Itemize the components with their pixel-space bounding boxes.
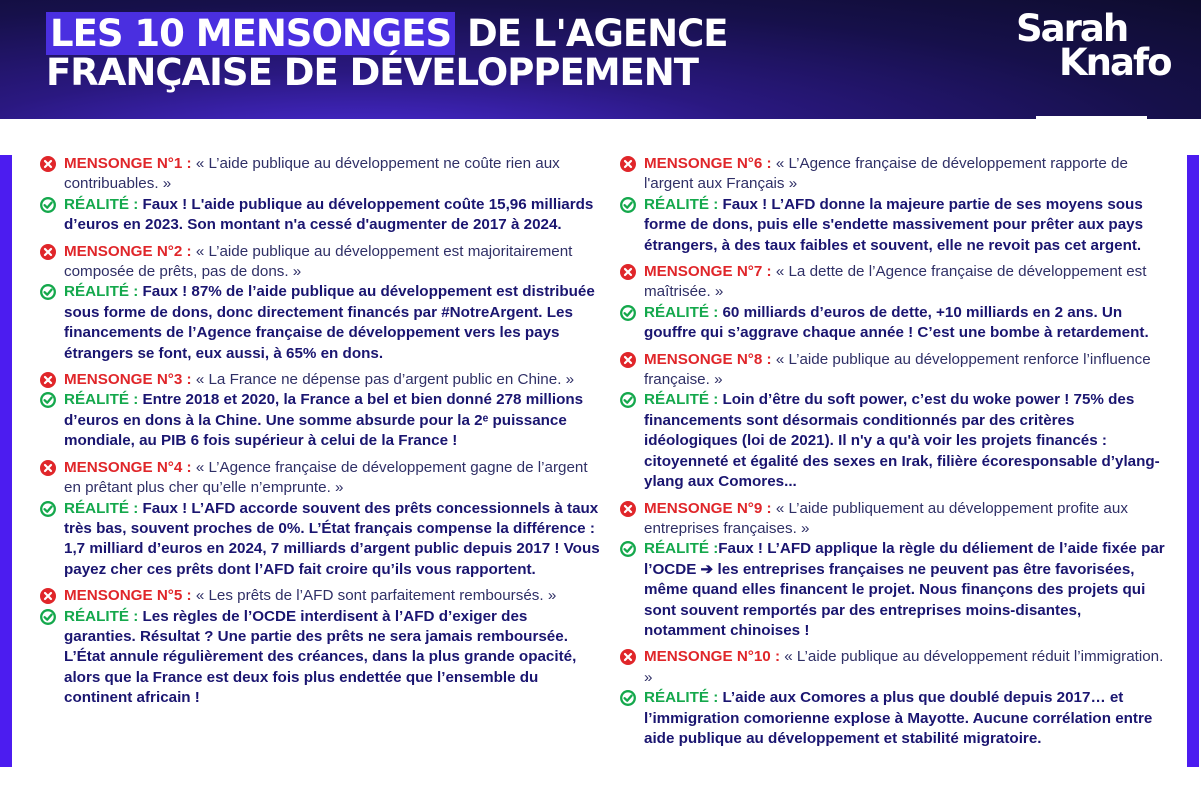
lie-text: « Les prêts de l’AFD sont parfaitement remboursés. » [191,587,557,605]
lie-label: MENSONGE N°2 : [64,242,192,260]
check-circle-icon [40,609,56,625]
lie-item-10 [620,647,1165,749]
x-circle-icon [620,501,636,517]
lie-item-7 [620,262,1165,344]
lie-label: MENSONGE N°7 : [644,263,772,281]
lie-row [620,154,1165,195]
left-column [40,154,600,709]
lie-row [40,370,600,390]
right-column [620,154,1165,755]
reality-row [40,607,600,709]
lie-item-8 [620,350,1165,493]
reality-text: 60 milliards d’euros de dette, +10 milliards en 2 ans. Un gouffre qui s’aggrave chaque année ! C’est une bombe à retardement. [644,303,1149,342]
x-circle-icon [620,156,636,172]
x-circle-icon [40,244,56,260]
reality-row [620,688,1165,749]
lie-text: « La dette de l’Agence française de développement est maîtrisée. » [644,263,1147,301]
lie-row [40,154,600,195]
reality-text: Faux ! 87% de l’aide publique au développement est distribuée sous forme de dons, donc directement financés par #NotreArgent. Les financements de l’Agence française de développement vers les pays étrangers se font, eux aussi, à 65% en dons. [64,283,595,362]
lie-item-4 [40,458,600,580]
reality-label: RÉALITÉ : [644,391,719,409]
x-circle-icon [620,264,636,280]
check-circle-icon [40,284,56,300]
reality-text: Faux ! L’AFD applique la règle du déliement de l’aide fixée par l’OCDE ➔ les entreprises françaises ne peuvent pas être favorisées, même quand elles financent le projet. Nous finançons des projets qui sont souvent remportés par des entreprises moins-disantes, notamment chinoises ! [644,540,1165,639]
reality-text: Faux ! L’AFD accorde souvent des prêts concessionnels à taux très bas, souvent proches de 0%. L’État français compense la différence : 1,7 milliard d’euros en 2024, 7 milliards d’argent public depuis 2017 ! Vous payez cher ces prêts dont l’AFD fait croire qu’ils vous rapportent. [64,499,600,578]
reality-text: Les règles de l’OCDE interdisent à l’AFD d’exiger des garanties. Résultat ? Une partie des prêts ne sera jamais remboursée. L’État annule régulièrement des créances, dans la plus grande opacité, alors que la France est deux fois plus endettée que l’ensemble du continent africain ! [64,607,577,707]
check-circle-icon [620,541,636,557]
lie-row [620,647,1165,688]
check-circle-icon [620,392,636,408]
brand-line2: Knafo [1059,41,1171,84]
reality-row [40,390,600,451]
lie-text: « L’Agence française de développement gagne de l’argent en prêtant plus cher qu’elle n’emprunte. » [64,458,588,497]
lie-text: « L’Agence française de développement rapporte de l'argent aux Français » [644,155,1128,193]
brand-line1: Sarah [1016,7,1128,50]
lie-row [620,499,1165,540]
lie-text: « L’aide publique au développement réduit l’immigration. » [644,648,1164,686]
reality-row [620,303,1165,344]
reality-label: RÉALITÉ : [644,303,719,321]
header-banner [0,0,1201,119]
reality-label: RÉALITÉ : [64,195,139,213]
check-circle-icon [40,501,56,517]
check-circle-icon [620,690,636,706]
lie-text: « L’aide publique au développement ne coûte rien aux contribuables. » [64,155,560,193]
x-circle-icon [40,588,56,604]
lie-text: « L’aide publique au développement est majoritairement composée de prêts, pas de dons. » [64,242,573,281]
reality-row [620,195,1165,256]
x-circle-icon [620,352,636,368]
page-title [46,14,728,92]
brand-underline [1036,116,1147,120]
reality-label: RÉALITÉ : [64,499,139,517]
lie-row [40,242,600,283]
lie-text: « L’aide publiquement au développement profite aux entreprises françaises. » [644,499,1128,537]
x-circle-icon [40,460,56,476]
reality-text: Entre 2018 et 2020, la France a bel et bien donné 278 millions d’euros en dons à la Chine. Une somme absurde pour la 2ᵉ puissance mondiale, au PIB 6 fois supérieur à celui de la France ! [64,391,584,450]
reality-label: RÉALITÉ : [64,607,139,625]
lie-label: MENSONGE N°1 : [64,155,192,172]
lie-item-2 [40,242,600,364]
lie-item-1 [40,154,600,236]
right-accent-bar [1187,155,1199,767]
reality-label: RÉALITÉ : [64,391,139,409]
reality-label: RÉALITÉ : [64,283,139,301]
reality-text: Faux ! L'aide publique au développement coûte 15,96 milliards d’euros en 2023. Son montant n'a cessé d'augmenter de 2017 à 2024. [64,195,594,234]
x-circle-icon [40,156,56,172]
lie-label: MENSONGE N°6 : [644,155,772,172]
lie-label: MENSONGE N°3 : [64,371,192,389]
lie-row [620,350,1165,391]
check-circle-icon [40,197,56,213]
reality-text: Faux ! L’AFD donne la majeure partie de ses moyens sous forme de dons, puis elle s'endette massivement pour prêter aux pays étrangers, à des taux faibles et souvent, elle ne revoit pas cet argent. [644,195,1144,254]
reality-label: RÉALITÉ : [644,195,719,213]
reality-label: RÉALITÉ : [644,689,719,707]
brand-logo [1016,7,1171,84]
lie-item-3 [40,370,600,452]
lie-label: MENSONGE N°9 : [644,499,772,517]
lie-text: « La France ne dépense pas d’argent public en Chine. » [191,371,575,389]
reality-row [620,390,1165,492]
lie-row [40,458,600,499]
left-accent-bar [0,155,12,767]
check-circle-icon [620,305,636,321]
lie-label: MENSONGE N°4 : [64,458,192,476]
reality-text: L’aide aux Comores a plus que doublé depuis 2017… et l’immigration comorienne explose à Mayotte. Aucune corrélation entre aide publique au développement et stabilité migratoire. [644,689,1153,747]
reality-row [40,499,600,581]
lie-label: MENSONGE N°10 : [644,648,781,666]
lie-row [40,586,600,606]
title-line2: FRANÇAISE DE DÉVELOPPEMENT [46,51,699,94]
lie-label: MENSONGE N°8 : [644,350,772,368]
check-circle-icon [40,392,56,408]
reality-row [620,539,1165,641]
reality-label: RÉALITÉ : [644,540,719,558]
title-rest: DE L'AGENCE [455,12,728,55]
lie-item-6 [620,154,1165,256]
lie-item-9 [620,499,1165,642]
x-circle-icon [620,649,636,665]
check-circle-icon [620,197,636,213]
lie-label: MENSONGE N°5 : [64,587,192,605]
reality-row [40,195,600,236]
lie-row [620,262,1165,303]
reality-row [40,282,600,364]
x-circle-icon [40,372,56,388]
lie-item-5 [40,586,600,708]
reality-text: Loin d’être du soft power, c’est du woke power ! 75% des financements sont désormais conditionnés par des critères idéologiques (loi de 2021). Il n'y a qu'à voir les projets financés : citoyenneté et égalité des sexes en Irak, filière écoresponsable d’ylang-ylang aux Comores... [644,391,1160,491]
lie-text: « L’aide publique au développement renforce l’influence française. » [644,350,1151,389]
title-highlight: LES 10 MENSONGES [46,12,455,55]
